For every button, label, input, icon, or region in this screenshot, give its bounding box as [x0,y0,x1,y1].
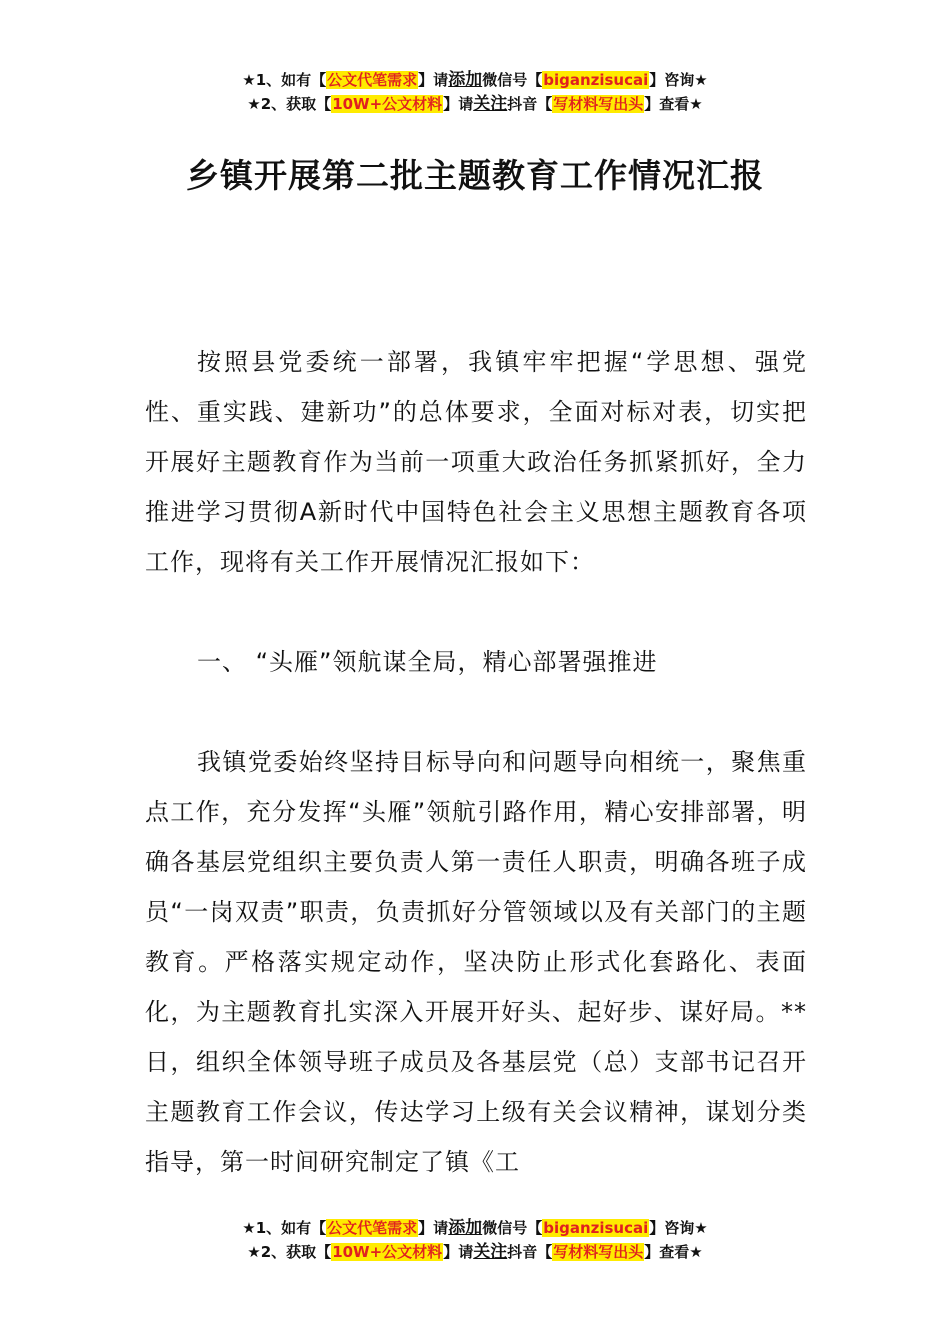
promo-text: 】咨询★ [649,71,708,89]
body-paragraph-2: 我镇党委始终坚持目标导向和问题导向相统一，聚焦重点工作，充分发挥“头雁”领航引路作用，精心安排部署，明确各基层党组织主要负责人第一责任人职责，明确各班子成员“一岗双责”职责，负责抓好分管领域以及有关部门的主题教育。严格落实规定动作，坚决防止形式化套路化、表面化，为主题教育扎实深入开展开好头、起好步、谋好局。**日，组织全体领导班子成员及各基层党（总）支部书记召开主题教育工作会议，传达学习上级有关会议精神，谋划分类指导，第一时间研究制定了镇《工 [145,748,807,1176]
promo-highlight: 公文代笔需求 [327,1219,418,1237]
promo-underline: 关注 [473,1242,508,1262]
promo-text: 】请 [443,1243,474,1261]
body-paragraph-1: 按照县党委统一部署，我镇牢牢把握“学思想、强党性、重实践、建新功”的总体要求，全面对标对表，切实把开展好主题教育作为当前一项重大政治任务抓紧抓好，全力推进学习贯彻A新时代中国特色社会主义思想主题教育各项工作，现将有关工作开展情况汇报如下： [145,348,807,576]
promo-text: 抖音【 [507,95,553,113]
promo-text: 抖音【 [507,1243,553,1261]
promo-highlight: 写材料写出头 [553,1243,644,1261]
promo-line-1 [0,1216,950,1240]
promo-text: 】查看★ [644,95,703,113]
promo-line-2 [0,1240,950,1264]
promo-line-1 [0,68,950,92]
promo-highlight: 公文代笔需求 [327,71,418,89]
promo-text: 】查看★ [644,1243,703,1261]
promo-banner-bottom [0,1216,950,1264]
promo-text: 微信号【 [482,1219,543,1237]
promo-banner-top [0,68,950,116]
promo-highlight: biganzisucai [543,71,649,89]
promo-underline: 关注 [473,94,508,114]
promo-text: ★2、获取【 [247,1243,332,1261]
promo-text: 】咨询★ [649,1219,708,1237]
document-title: 乡镇开展第二批主题教育工作情况汇报 [186,156,764,195]
promo-text: 微信号【 [482,71,543,89]
promo-text: 】请 [418,71,449,89]
promo-highlight: biganzisucai [543,1219,649,1237]
promo-line-2 [0,92,950,116]
promo-highlight: 写材料写出头 [553,95,644,113]
promo-highlight: 10W+公文材料 [332,95,443,113]
promo-underline: 添加 [448,70,483,90]
promo-text: ★1、如有【 [242,1219,327,1237]
promo-underline: 添加 [448,1218,483,1238]
promo-text: ★1、如有【 [242,71,327,89]
promo-text: 】请 [443,95,474,113]
promo-text: ★2、获取【 [247,95,332,113]
promo-text: 】请 [418,1219,449,1237]
section-heading-1: 一、 “头雁”领航谋全局，精心部署强推进 [197,648,658,676]
promo-highlight: 10W+公文材料 [332,1243,443,1261]
